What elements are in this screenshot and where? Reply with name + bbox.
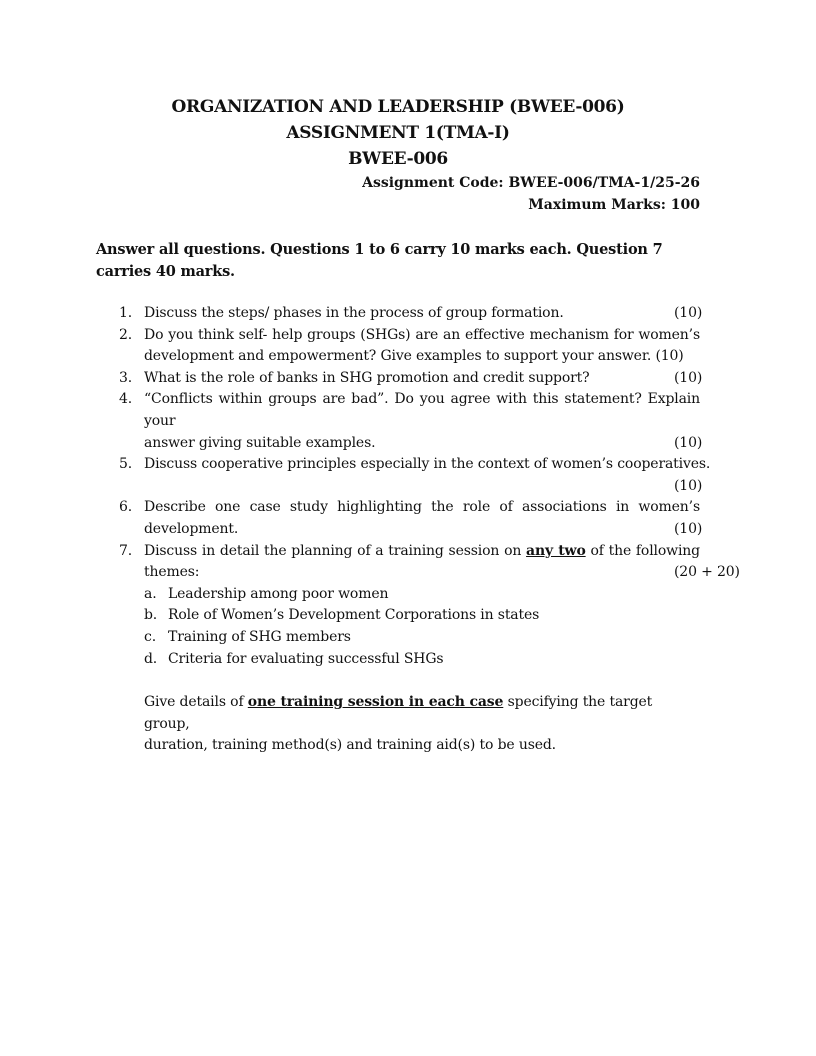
theme-text: Criteria for evaluating successful SHGs	[168, 650, 444, 667]
question-marks: (10)	[674, 369, 703, 386]
question-text: “Conflicts within groups are bad”. Do you agree with this statement? Explain your	[144, 391, 700, 429]
question-marks: (10)	[655, 348, 684, 365]
question-item	[96, 454, 711, 497]
question-text-cont: development.	[144, 520, 239, 537]
question-text: Do you think self- help groups (SHGs) are an effective mechanism for women’s development and empowerment? Give examples to support your answer. (10)	[144, 326, 700, 365]
question-item	[96, 325, 700, 368]
question-text-cont: themes:	[144, 564, 200, 581]
question-item	[96, 541, 740, 671]
question-number: 2.	[119, 326, 133, 343]
question-item	[96, 303, 703, 325]
question-text: What is the role of banks in SHG promotion and credit support?	[144, 369, 590, 386]
question-item	[96, 497, 703, 540]
question-list	[96, 303, 740, 670]
theme-item	[144, 649, 700, 671]
closing-instructions: Give details of one training session in each case specifying the target group, duration, training method(s) and training aid(s) to be used.	[144, 694, 653, 754]
document-title: ORGANIZATION AND LEADERSHIP (BWEE-006)	[171, 97, 625, 117]
theme-list	[144, 584, 700, 670]
question-text: Discuss the steps/ phases in the process of group formation.	[144, 305, 564, 321]
theme-text: Leadership among poor women	[168, 585, 389, 602]
theme-item	[144, 605, 700, 627]
assignment-code: Assignment Code: BWEE-006/TMA-1/25-26	[362, 175, 700, 191]
question-marks: (10)	[674, 434, 703, 451]
instructions: Answer all questions. Questions 1 to 6 carry 10 marks each. Question 7 carries 40 marks.	[96, 241, 663, 280]
theme-letter: c.	[144, 628, 156, 645]
theme-text: Role of Women’s Development Corporations in states	[168, 607, 540, 624]
question-text-cont: answer giving suitable examples.	[144, 434, 376, 451]
question-number: 5.	[119, 456, 133, 473]
question-text: Describe one case study highlighting the role of associations in women’s	[144, 499, 700, 516]
question-marks: (10)	[674, 520, 703, 537]
question-text: Discuss cooperative principles especially in the context of women’s cooperatives.	[144, 456, 711, 473]
title-block	[96, 94, 700, 172]
question-marks: (10)	[674, 477, 703, 494]
maximum-marks: Maximum Marks: 100	[528, 197, 700, 213]
question-number: 7.	[119, 542, 133, 559]
theme-letter: a.	[144, 585, 157, 602]
theme-letter: d.	[144, 650, 158, 667]
question-item	[96, 389, 703, 454]
question-number: 3.	[119, 369, 133, 386]
question-text: Discuss in detail the planning of a training session on any two of the following	[144, 542, 700, 559]
question-number: 6.	[119, 499, 133, 516]
theme-item	[144, 627, 700, 649]
theme-letter: b.	[144, 607, 158, 624]
course-code: BWEE-006	[348, 149, 448, 169]
assignment-title: ASSIGNMENT 1(TMA-I)	[286, 123, 510, 143]
question-item	[96, 368, 703, 390]
theme-item	[144, 584, 700, 606]
document-page	[96, 94, 740, 757]
theme-text: Training of SHG members	[168, 628, 351, 645]
emphasis-one-session: one training session in each case	[247, 694, 504, 711]
question-number: 4.	[119, 391, 133, 408]
emphasis-any-two: any two	[526, 542, 586, 559]
question-number: 1.	[119, 305, 133, 321]
question-marks: (20 + 20)	[674, 564, 740, 581]
meta-block	[96, 172, 700, 216]
question-marks: (10)	[674, 305, 703, 321]
